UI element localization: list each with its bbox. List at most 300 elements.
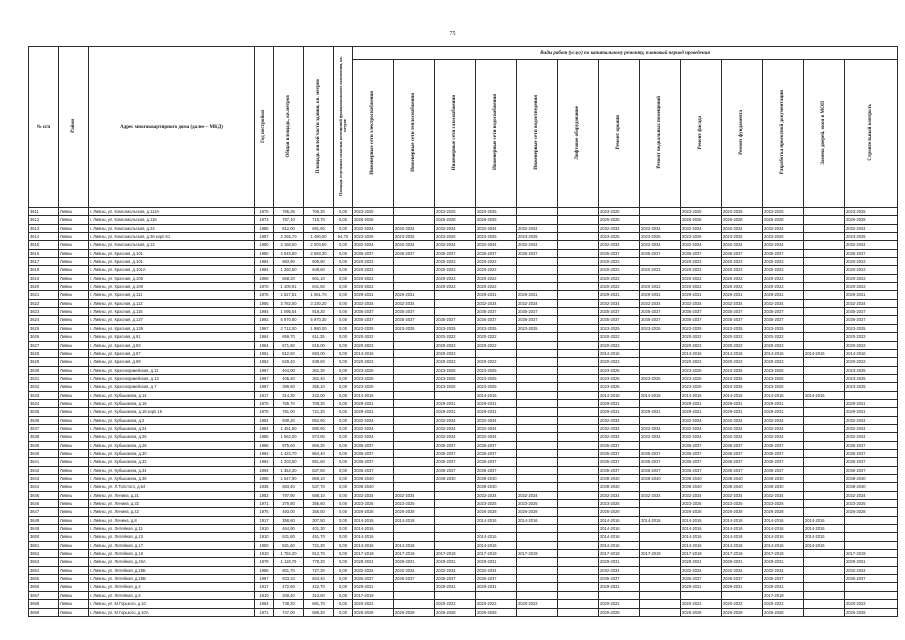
row-work-period: 2020-2022 xyxy=(763,266,804,274)
row-work-period xyxy=(517,283,558,291)
row-district: Ливны xyxy=(59,274,89,282)
row-number: 3658 xyxy=(29,600,59,608)
row-work-period: 2032-2034 xyxy=(845,424,898,432)
row-work-period: 2023-2025 xyxy=(640,324,681,332)
table-row xyxy=(29,274,898,282)
row-work-period: 2020-2022 xyxy=(640,283,681,291)
row-year: 1984 xyxy=(255,424,274,432)
row-nonresidential-area: 0,00 xyxy=(334,391,353,399)
row-work-period: 2023-2025 xyxy=(681,383,722,391)
row-work-period: 2035-2037 xyxy=(640,449,681,457)
row-work-period: 2029-2031 xyxy=(681,408,722,416)
table-row xyxy=(29,349,898,357)
table-row xyxy=(29,266,898,274)
row-work-period xyxy=(804,416,845,424)
row-work-period: 2026-2028 xyxy=(722,216,763,224)
row-work-period xyxy=(558,591,599,599)
row-work-period: 2035-2037 xyxy=(845,458,898,466)
row-work-period xyxy=(517,383,558,391)
row-work-period: 2035-2037 xyxy=(681,441,722,449)
row-work-period: 2026-2028 xyxy=(517,508,558,516)
row-address: г. Ливны, ул. Кубышкина, д.18 корп.15 xyxy=(89,408,255,416)
row-work-period: 2035-2037 xyxy=(722,249,763,257)
row-work-period: 2029-2031 xyxy=(353,583,394,591)
row-living-area: 355,10 xyxy=(304,383,334,391)
row-district: Ливны xyxy=(59,500,89,508)
row-work-period xyxy=(558,283,599,291)
row-number: 3648 xyxy=(29,516,59,524)
row-district: Ливны xyxy=(59,583,89,591)
row-district: Ливны xyxy=(59,283,89,291)
row-work-period: 2020-2022 xyxy=(353,258,394,266)
table-row xyxy=(29,258,898,266)
row-nonresidential-area: 0,00 xyxy=(334,608,353,616)
row-district: Ливны xyxy=(59,358,89,366)
row-nonresidential-area: 0,00 xyxy=(334,525,353,533)
row-work-period xyxy=(804,308,845,316)
row-work-period xyxy=(640,441,681,449)
row-work-period xyxy=(640,500,681,508)
table-row xyxy=(29,483,898,491)
row-work-period: 2029-2031 xyxy=(763,558,804,566)
row-living-area: 362,30 xyxy=(304,366,334,374)
row-work-period xyxy=(394,333,435,341)
row-work-period: 2020-2022 xyxy=(722,358,763,366)
table-row xyxy=(29,550,898,558)
row-district: Ливны xyxy=(59,566,89,574)
row-work-period: 2035-2037 xyxy=(681,249,722,257)
row-work-period: 2035-2037 xyxy=(394,575,435,583)
row-work-period: 2029-2031 xyxy=(353,291,394,299)
row-work-period xyxy=(804,316,845,324)
row-nonresidential-area: 0,00 xyxy=(334,349,353,357)
row-work-period xyxy=(558,583,599,591)
row-number: 3634 xyxy=(29,399,59,407)
row-work-period: 2023-2025 xyxy=(845,208,898,216)
row-number: 3630 xyxy=(29,366,59,374)
row-work-period xyxy=(804,566,845,574)
row-work-period xyxy=(394,258,435,266)
row-address: г. Ливны, ул. Красная, д.101 xyxy=(89,258,255,266)
row-work-period: 2035-2037 xyxy=(599,458,640,466)
row-work-period: 2035-2037 xyxy=(681,466,722,474)
row-work-period: 2032-2034 xyxy=(722,424,763,432)
row-work-period: 2032-2034 xyxy=(353,424,394,432)
row-work-period xyxy=(517,358,558,366)
row-total-area: 812,00 xyxy=(274,224,304,232)
row-year: 1976 xyxy=(255,408,274,416)
row-work-period: 2020-2022 xyxy=(681,333,722,341)
row-number: 3617 xyxy=(29,258,59,266)
row-address: г. Ливны, ул. Л.Толстого, д.64 xyxy=(89,483,255,491)
row-work-period: 2023-2025 xyxy=(353,233,394,241)
row-work-period: 2014-2016 xyxy=(681,525,722,533)
row-living-area: 841,50 xyxy=(304,283,334,291)
page-number: 75 xyxy=(449,31,456,37)
row-work-period: 2032-2034 xyxy=(394,241,435,249)
row-work-period xyxy=(804,591,845,599)
row-work-period: 2038-2040 xyxy=(353,475,394,483)
row-work-period: 2035-2037 xyxy=(353,316,394,324)
row-total-area: 747,00 xyxy=(274,608,304,616)
row-year: 1994 xyxy=(255,466,274,474)
row-work-period: 2014-2016 xyxy=(353,349,394,357)
row-work-period: 2017-2019 xyxy=(517,550,558,558)
row-work-period: 2026-2028 xyxy=(394,608,435,616)
row-year: 1910 xyxy=(255,591,274,599)
row-total-area: 812,50 xyxy=(274,349,304,357)
row-work-period xyxy=(845,516,898,524)
row-work-period xyxy=(435,291,476,299)
row-year: 1973 xyxy=(255,216,274,224)
row-work-period: 2035-2037 xyxy=(763,466,804,474)
row-nonresidential-area: 0,00 xyxy=(334,466,353,474)
row-work-period: 2032-2034 xyxy=(763,433,804,441)
row-work-period xyxy=(394,358,435,366)
row-work-period: 2020-2022 xyxy=(476,341,517,349)
row-work-period xyxy=(394,600,435,608)
row-district: Ливны xyxy=(59,324,89,332)
row-work-period: 2017-2019 xyxy=(599,550,640,558)
row-address: г. Ливны, ул. Красная, д.101 xyxy=(89,249,255,257)
row-living-area: 681,70 xyxy=(304,600,334,608)
row-work-period xyxy=(558,341,599,349)
row-work-period: 2014-2016 xyxy=(599,391,640,399)
row-work-period: 2020-2022 xyxy=(763,258,804,266)
table-row xyxy=(29,475,898,483)
row-work-period: 2029-2031 xyxy=(722,291,763,299)
row-nonresidential-area: 0,00 xyxy=(334,508,353,516)
row-address: г. Ливны, ул. Кубышкина, д.30 xyxy=(89,449,255,457)
row-work-period: 2023-2025 xyxy=(640,233,681,241)
row-work-period: 2023-2025 xyxy=(845,366,898,374)
row-total-area: 2 712,00 xyxy=(274,324,304,332)
row-work-period xyxy=(517,525,558,533)
row-work-period: 2038-2040 xyxy=(476,475,517,483)
row-work-period: 2029-2031 xyxy=(476,291,517,299)
row-address: г. Ливны, ул. Кубышкина, д.2 xyxy=(89,416,255,424)
row-work-period: 2035-2037 xyxy=(722,458,763,466)
row-work-period xyxy=(804,491,845,499)
row-work-period: 2023-2025 xyxy=(517,500,558,508)
row-year: 1985 xyxy=(255,566,274,574)
row-nonresidential-area: 0,00 xyxy=(334,266,353,274)
row-year: 1971 xyxy=(255,500,274,508)
row-district: Ливны xyxy=(59,541,89,549)
row-living-area: 611,35 xyxy=(304,333,334,341)
row-total-area: 975,60 xyxy=(274,441,304,449)
table-body xyxy=(29,208,898,617)
row-work-period: 2020-2022 xyxy=(353,600,394,608)
row-total-area: 1 784,20 xyxy=(274,550,304,558)
row-work-period: 2032-2034 xyxy=(640,299,681,307)
row-work-period: 2014-2016 xyxy=(722,516,763,524)
row-work-period: 2032-2034 xyxy=(763,241,804,249)
row-work-period: 2014-2016 xyxy=(517,516,558,524)
row-work-period xyxy=(804,233,845,241)
row-work-period: 2023-2025 xyxy=(763,233,804,241)
row-work-period xyxy=(558,608,599,616)
table-row xyxy=(29,600,898,608)
table-row xyxy=(29,516,898,524)
table-row xyxy=(29,566,898,574)
row-work-period: 2035-2037 xyxy=(599,466,640,474)
row-work-period: 2029-2031 xyxy=(845,558,898,566)
row-work-period xyxy=(640,608,681,616)
row-living-area: 1 490,00 xyxy=(304,233,334,241)
row-work-period: 2032-2034 xyxy=(640,224,681,232)
row-address: г. Ливны, ул. Красная, д.109 xyxy=(89,283,255,291)
row-work-period: 2023-2025 xyxy=(763,366,804,374)
row-number: 3627 xyxy=(29,341,59,349)
row-work-period: 2038-2040 xyxy=(681,475,722,483)
row-work-period xyxy=(845,533,898,541)
row-work-period: 2029-2031 xyxy=(517,291,558,299)
row-work-period: 2035-2037 xyxy=(763,249,804,257)
row-work-period xyxy=(558,508,599,516)
row-work-period: 2029-2031 xyxy=(599,583,640,591)
row-work-period xyxy=(804,399,845,407)
row-work-period: 2023-2025 xyxy=(599,233,640,241)
row-work-period: 2032-2034 xyxy=(476,491,517,499)
row-year: 1967 xyxy=(255,383,274,391)
row-work-period: 2032-2034 xyxy=(763,491,804,499)
row-work-period: 2035-2037 xyxy=(763,458,804,466)
row-work-period: 2023-2025 xyxy=(394,233,435,241)
row-work-period xyxy=(517,216,558,224)
row-nonresidential-area: 0,00 xyxy=(334,483,353,491)
row-year: 1935 xyxy=(255,483,274,491)
row-work-period: 2020-2022 xyxy=(722,283,763,291)
row-number: 3614 xyxy=(29,233,59,241)
row-work-period: 2029-2031 xyxy=(763,291,804,299)
row-work-period: 2026-2028 xyxy=(681,216,722,224)
table-row xyxy=(29,366,898,374)
row-work-period: 2035-2037 xyxy=(640,308,681,316)
row-work-period: 2020-2022 xyxy=(763,358,804,366)
row-work-period: 2020-2022 xyxy=(353,283,394,291)
row-work-period: 2020-2022 xyxy=(763,341,804,349)
row-living-area: 5 970,30 xyxy=(304,316,334,324)
row-district: Ливны xyxy=(59,299,89,307)
header-work-1: Инженерные сети электроснабжения xyxy=(353,60,394,208)
row-work-period: 2029-2031 xyxy=(681,583,722,591)
row-living-area: 851,60 xyxy=(304,458,334,466)
row-work-period: 2029-2031 xyxy=(845,399,898,407)
row-number: 3649 xyxy=(29,525,59,533)
row-work-period: 2014-2016 xyxy=(763,391,804,399)
row-living-area: 688,10 xyxy=(304,491,334,499)
row-living-area: 727,20 xyxy=(304,566,334,574)
row-work-period: 2026-2028 xyxy=(394,508,435,516)
table-row xyxy=(29,391,898,399)
row-work-period xyxy=(517,558,558,566)
row-work-period: 2023-2025 xyxy=(476,324,517,332)
row-work-period: 2020-2022 xyxy=(599,358,640,366)
row-work-period xyxy=(435,541,476,549)
row-nonresidential-area: 0,00 xyxy=(334,341,353,349)
row-work-period: 2023-2025 xyxy=(476,383,517,391)
row-work-period xyxy=(394,341,435,349)
row-work-period: 2032-2034 xyxy=(681,416,722,424)
row-work-period: 2020-2022 xyxy=(599,333,640,341)
row-nonresidential-area: 0,00 xyxy=(334,258,353,266)
row-work-period: 2023-2025 xyxy=(599,324,640,332)
row-work-period xyxy=(394,266,435,274)
row-district: Ливны xyxy=(59,466,89,474)
row-district: Ливны xyxy=(59,333,89,341)
row-work-period: 2020-2022 xyxy=(845,283,898,291)
row-work-period: 2035-2037 xyxy=(435,466,476,474)
row-address: г. Ливны, ул. Литейная, д.26А xyxy=(89,558,255,566)
row-work-period: 2014-2016 xyxy=(722,391,763,399)
row-work-period: 2032-2034 xyxy=(681,433,722,441)
row-work-period xyxy=(517,466,558,474)
row-work-period: 2032-2034 xyxy=(517,241,558,249)
row-work-period: 2035-2037 xyxy=(353,249,394,257)
row-work-period: 2032-2034 xyxy=(353,433,394,441)
row-district: Ливны xyxy=(59,441,89,449)
row-work-period: 2035-2037 xyxy=(476,449,517,457)
row-work-period: 2035-2037 xyxy=(476,466,517,474)
row-work-period: 2035-2037 xyxy=(394,316,435,324)
row-work-period: 2038-2040 xyxy=(435,475,476,483)
row-work-period: 2014-2016 xyxy=(476,533,517,541)
row-work-period: 2035-2037 xyxy=(722,316,763,324)
row-work-period: 2032-2034 xyxy=(722,299,763,307)
row-work-period: 2032-2034 xyxy=(517,299,558,307)
row-work-period: 2026-2028 xyxy=(435,216,476,224)
row-work-period xyxy=(640,258,681,266)
row-number: 3657 xyxy=(29,591,59,599)
row-work-period: 2026-2028 xyxy=(476,216,517,224)
row-work-period: 2035-2037 xyxy=(722,575,763,583)
row-work-period: 2017-2019 xyxy=(435,550,476,558)
row-work-period xyxy=(558,424,599,432)
row-work-period: 2032-2034 xyxy=(845,224,898,232)
row-work-period xyxy=(558,525,599,533)
row-work-period: 2023-2025 xyxy=(722,366,763,374)
row-nonresidential-area: 0,00 xyxy=(334,216,353,224)
row-work-period: 2020-2022 xyxy=(722,333,763,341)
row-work-period: 2023-2025 xyxy=(435,324,476,332)
table-row xyxy=(29,358,898,366)
row-work-period: 2023-2025 xyxy=(599,208,640,216)
row-work-period: 2026-2028 xyxy=(353,608,394,616)
row-work-period: 2029-2031 xyxy=(763,583,804,591)
row-work-period xyxy=(804,458,845,466)
row-work-period: 2020-2022 xyxy=(681,274,722,282)
row-work-period: 2029-2031 xyxy=(640,408,681,416)
row-work-period xyxy=(558,433,599,441)
table-row xyxy=(29,316,898,324)
row-work-period: 2023-2025 xyxy=(763,374,804,382)
row-work-period xyxy=(640,575,681,583)
row-work-period: 2032-2034 xyxy=(353,416,394,424)
row-nonresidential-area: 0,00 xyxy=(334,308,353,316)
row-work-period xyxy=(640,525,681,533)
row-address: г. Ливны, ул. Красная, д.139 xyxy=(89,324,255,332)
table-row xyxy=(29,283,898,291)
row-address: г. Ливны, ул. Красная, д.97 xyxy=(89,349,255,357)
row-total-area: 405,20 xyxy=(274,374,304,382)
row-work-period: 2014-2016 xyxy=(476,391,517,399)
row-total-area: 781,00 xyxy=(274,408,304,416)
row-number: 3612 xyxy=(29,216,59,224)
row-total-area: 493,00 xyxy=(274,508,304,516)
row-work-period: 2035-2037 xyxy=(722,449,763,457)
row-year: 1954 xyxy=(255,416,274,424)
row-work-period: 2032-2034 xyxy=(681,424,722,432)
row-work-period: 2032-2034 xyxy=(845,566,898,574)
row-work-period: 2035-2037 xyxy=(681,449,722,457)
row-work-period: 2032-2034 xyxy=(763,416,804,424)
row-work-period xyxy=(558,366,599,374)
row-work-period: 2032-2034 xyxy=(722,491,763,499)
row-work-period: 2035-2037 xyxy=(476,441,517,449)
row-work-period: 2020-2022 xyxy=(599,600,640,608)
row-work-period: 2023-2025 xyxy=(435,366,476,374)
row-work-period: 2017-2019 xyxy=(722,550,763,558)
row-work-period: 2020-2022 xyxy=(476,333,517,341)
row-work-period xyxy=(558,208,599,216)
row-work-period: 2023-2025 xyxy=(353,383,394,391)
row-number: 3625 xyxy=(29,324,59,332)
row-district: Ливны xyxy=(59,516,89,524)
row-work-period xyxy=(845,591,898,599)
row-living-area: 844,40 xyxy=(304,575,334,583)
row-total-area: 983,90 xyxy=(274,258,304,266)
table-row xyxy=(29,333,898,341)
row-total-area: 472,60 xyxy=(274,583,304,591)
row-work-period: 2029-2031 xyxy=(681,291,722,299)
table-row xyxy=(29,533,898,541)
row-address: г. Ливны, ул. Комсомольская, д.24 xyxy=(89,224,255,232)
row-work-period: 2017-2019 xyxy=(476,550,517,558)
row-living-area: 537,70 xyxy=(304,483,334,491)
row-district: Ливны xyxy=(59,241,89,249)
row-nonresidential-area: 0,00 xyxy=(334,224,353,232)
row-work-period: 2038-2040 xyxy=(722,483,763,491)
row-living-area: 648,50 xyxy=(304,266,334,274)
row-work-period: 2029-2031 xyxy=(476,408,517,416)
row-address: г. Ливны, ул. Ленина, д.21 xyxy=(89,491,255,499)
row-work-period xyxy=(558,249,599,257)
row-work-period xyxy=(558,383,599,391)
row-year: 1967 xyxy=(255,366,274,374)
header-work-5: Инженерные сети водоотведения xyxy=(517,60,558,208)
row-work-period xyxy=(558,449,599,457)
row-work-period xyxy=(845,541,898,549)
row-total-area: 1 400,81 xyxy=(274,283,304,291)
row-work-period: 2020-2022 xyxy=(353,341,394,349)
row-living-area: 422,70 xyxy=(304,583,334,591)
row-work-period: 2032-2034 xyxy=(763,424,804,432)
row-work-period xyxy=(517,408,558,416)
row-work-period: 2020-2022 xyxy=(599,341,640,349)
row-work-period xyxy=(517,475,558,483)
row-work-period: 2020-2022 xyxy=(763,600,804,608)
row-nonresidential-area: 0,00 xyxy=(334,399,353,407)
row-address: г. Ливны, ул. Красная, д.91 xyxy=(89,333,255,341)
row-number: 3654 xyxy=(29,566,59,574)
row-work-period xyxy=(558,533,599,541)
row-address: г. Ливны, ул. М.Горького, д.10 xyxy=(89,600,255,608)
row-district: Ливны xyxy=(59,591,89,599)
row-address: г. Ливны, ул. Красная, д.137 xyxy=(89,316,255,324)
row-work-period: 2035-2037 xyxy=(640,458,681,466)
row-work-period: 2023-2025 xyxy=(640,374,681,382)
